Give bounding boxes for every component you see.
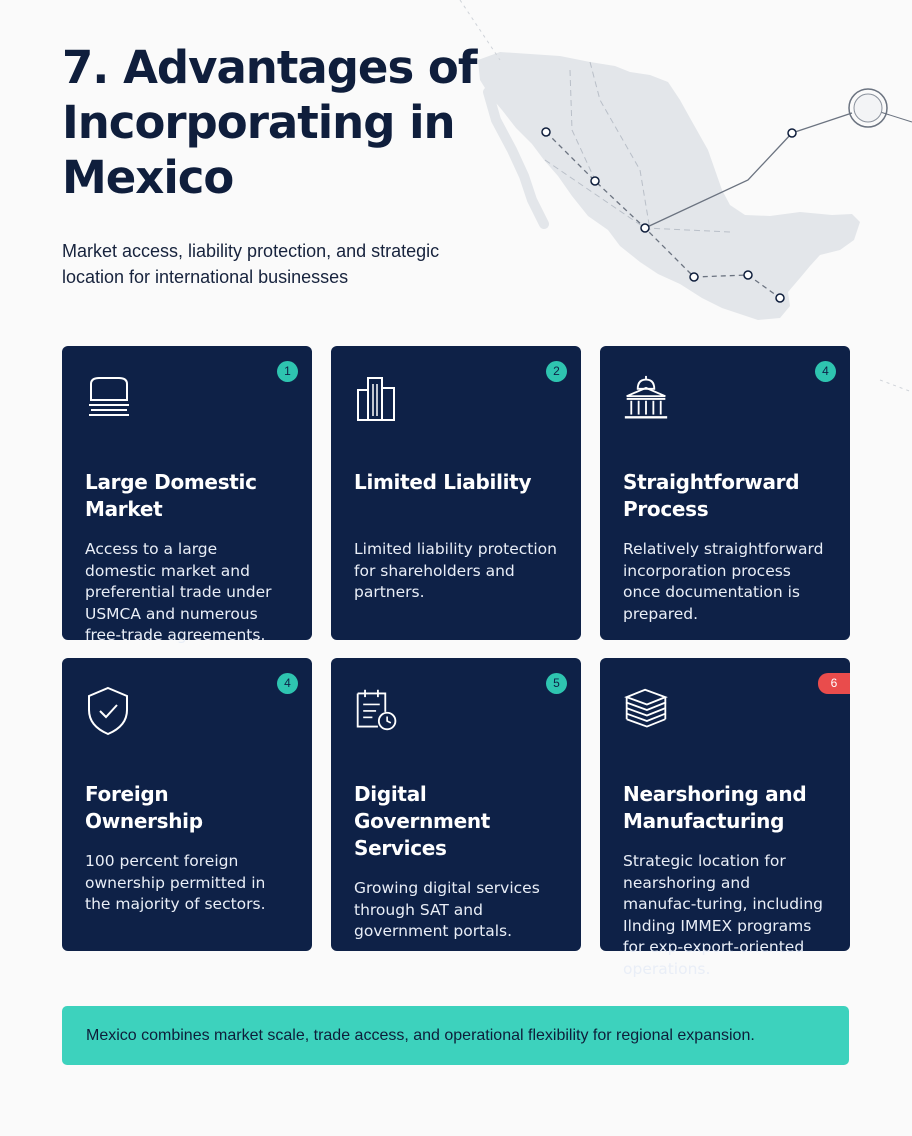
summary-banner: Mexico combines market scale, trade access, and operational flexibility for regional expansion. [62,1006,849,1065]
layers-stack-icon [623,684,669,736]
mexico-map-shape [478,52,860,320]
card-description: 100 percent foreign ownership permitted in the majority of sectors. [85,852,266,913]
card-description: Growing digital services through SAT and government portals. [354,879,540,940]
card-nearshoring-manufacturing [600,658,850,978]
shield-check-icon [85,684,131,736]
market-stack-icon [85,372,131,424]
page-subtitle: Market access, liability protection, and strategic location for international businesses [62,241,440,287]
card-number-badge: 6 [818,673,850,694]
card-large-domestic-market [62,346,312,644]
card-limited-liability [331,346,581,640]
card-number-badge: 4 [815,361,836,382]
mexico-map-illustration [440,0,912,340]
card-foreign-ownership [62,658,312,951]
page-title: 7. Advantages of Incorporating in Mexico [62,41,477,204]
card-description: Limited liability protection for shareholders and partners. [354,540,557,601]
card-title: Large Domestic Market [85,470,257,521]
card-number-badge: 2 [546,361,567,382]
card-description: Relatively straightforward incorporation process once documentation is prepared. [623,540,824,623]
card-number-badge: 4 [277,673,298,694]
card-title: Digital Government Services [354,782,491,860]
capitol-building-icon [623,372,669,424]
document-clock-icon [354,684,400,736]
card-digital-government-services [331,658,581,951]
card-title: Straightforward Process [623,470,800,521]
card-description: Access to a large domestic market and preferential trade under USMCA and numerous free-trade agreements. [85,540,272,644]
card-straightforward-process [600,346,850,640]
building-icon [354,372,400,424]
card-number-badge: 1 [277,361,298,382]
card-title: Foreign Ownership [85,782,203,833]
card-description: Strategic location for nearshoring and manufac-turing, including Ilnding IMMEX programs for exp-export-oriented operations. [623,852,824,978]
card-title: Nearshoring and Manufacturing [623,782,807,833]
destination-marker-inner [854,94,882,122]
advantages-grid [62,346,850,978]
card-title: Limited Liability [354,470,532,494]
card-number-badge: 5 [546,673,567,694]
